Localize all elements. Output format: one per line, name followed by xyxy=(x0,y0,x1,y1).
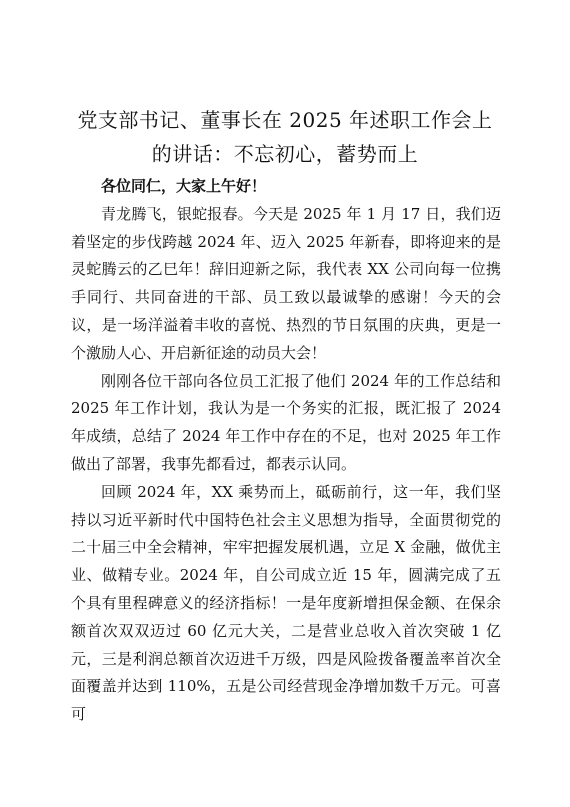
body-paragraph: 刚刚各位干部向各位员工汇报了他们 2024 年的工作总结和 2025 年工作计划，我认为是一个务实的汇报，既汇报了 2024 年成绩，总结了 2024 年工作中存在的不足，也对 2025 年工作做出了部署，我事先都看过，都表示认同。 xyxy=(71,371,501,473)
document-title-line-1: 党支部书记、董事长在 2025 年述职工作会上 xyxy=(77,108,493,132)
body-paragraph: 回顾 2024 年，XX 乘势而上，砥砺前行，这一年，我们坚持以习近平新时代中国特色社会主义思想为指导，全面贯彻党的二十届三中全会精神，牢牢把握发展机遇，立足 X 金融，做优主业、做精专业。2024 年，自公司成立近 15 年，圆满完成了五个具有里程碑意义的经济指标！一是年度新增担保金额、在保余额首次双双迈过 60 亿元大关，二是营业总收入首次突破 1 亿元，三是利润总额首次迈进千万级，四是风险拨备覆盖率首次全面覆盖并达到 110%，五是公司经营现金净增加数千万元。可喜可 xyxy=(71,482,501,724)
greeting-paragraph: 各位同仁，大家上午好！ xyxy=(101,177,267,195)
document-body xyxy=(71,173,501,729)
document-title-line-2: 的讲话：不忘初心，蓄势而上 xyxy=(151,142,419,166)
body-paragraph: 青龙腾飞，银蛇报春。今天是 2025 年 1 月 17 日，我们迈着坚定的步伐跨越 2024 年、迈入 2025 年新春，即将迎来的是灵蛇腾云的乙巳年！辞旧迎新之际，我代表 XX 公司向每一位携手同行、共同奋进的干部、员工致以最诚挚的感谢！今天的会议，是一场洋溢着丰收的喜悦、热烈的节日氛围的庆典，更是一个激励人心、开启新征途的动员大会！ xyxy=(71,204,501,362)
